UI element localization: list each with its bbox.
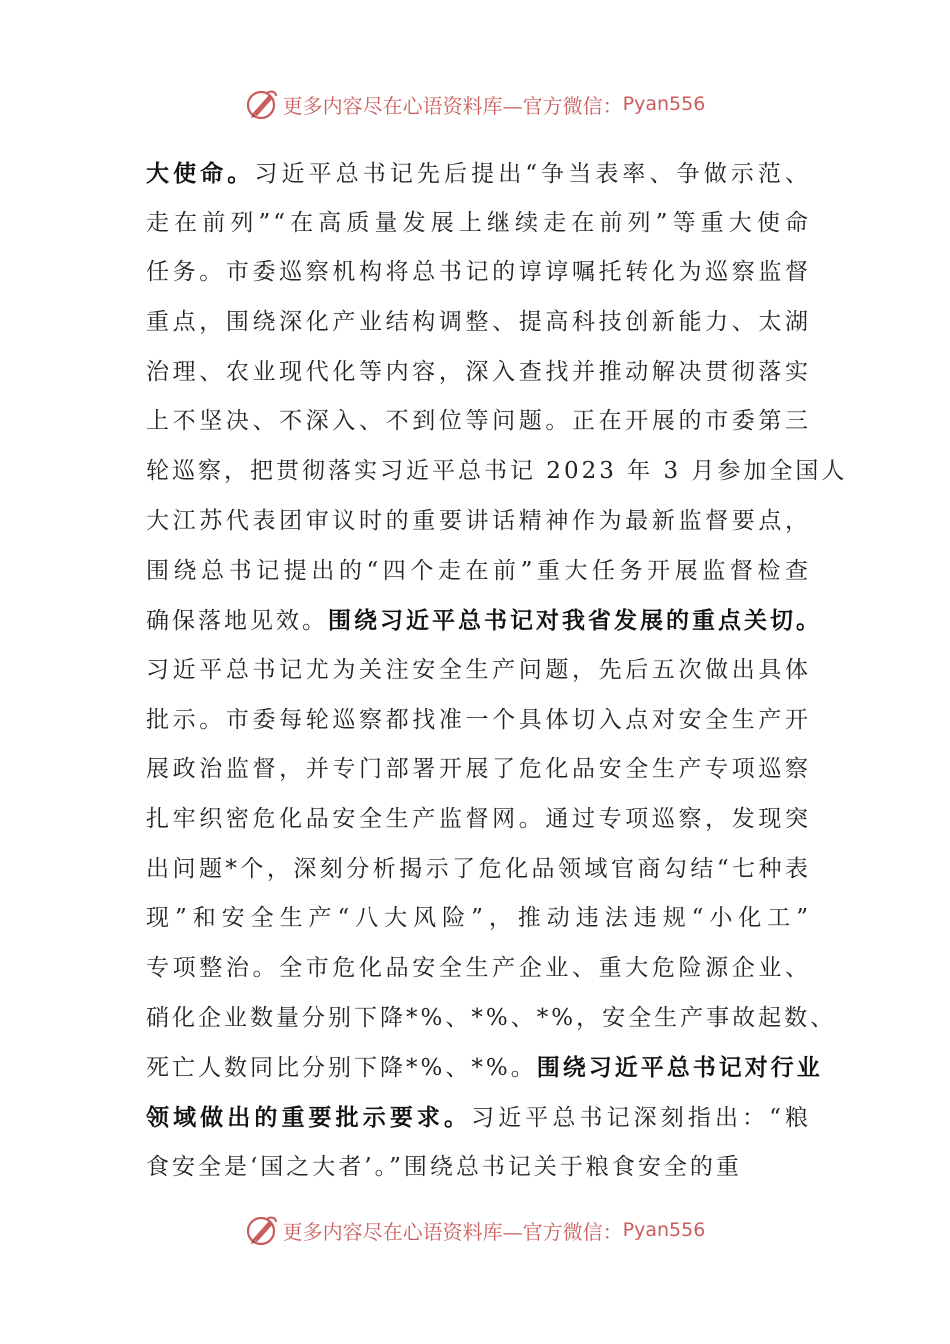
- text-segment: 走在前列”“在高质量发展上继续走在前列”等重大使命: [146, 209, 811, 236]
- body-text: [146, 149, 848, 1192]
- text-segment: 专项整治。全市危化品安全生产企业、重大危险源企业、: [146, 955, 811, 981]
- text-line: [146, 596, 822, 646]
- text-segment: 批示。市委每轮巡察都找准一个具体切入点对安全生产开: [146, 706, 811, 733]
- text-line: [146, 298, 811, 348]
- text-segment: 治理、农业现代化等内容，深入查找并推动解决贯彻落实: [146, 358, 811, 385]
- text-line: [146, 547, 811, 597]
- text-line: [146, 1143, 811, 1193]
- text-line: [146, 397, 811, 447]
- text-segment: 习近平总书记深刻指出：“粮: [471, 1105, 812, 1132]
- text-line: [146, 348, 811, 398]
- text-segment: 大江苏代表团审议时的重要讲话精神作为最新监督要点，: [146, 507, 811, 534]
- bold-text-segment: 领域做出的重要批示要求。: [146, 1104, 472, 1132]
- text-segment: 上不坚决、不深入、不到位等问题。正在开展的市委第三: [146, 408, 811, 435]
- text-segment: 现”和安全生产“八大风险”，推动违法违规“小化工”: [146, 905, 811, 932]
- text-line: [146, 845, 811, 895]
- header-banner: [0, 84, 950, 124]
- text-line: [146, 248, 811, 298]
- text-segment: 食安全是‘国之大者’。”围绕总书记关于粮食安全的重: [146, 1153, 742, 1180]
- text-line: [146, 745, 811, 795]
- text-segment: 死亡人数同比分别下降*%、*%。: [146, 1055, 537, 1082]
- bold-text-segment: 围绕习近平总书记对行业: [536, 1054, 823, 1082]
- footer-wechat-id: Pyan556: [622, 1219, 706, 1241]
- text-line: [146, 1093, 811, 1143]
- text-segment: 确保落地见效。: [146, 608, 328, 635]
- text-line: [146, 944, 811, 994]
- text-segment: 出问题*个，深刻分析揭示了危化品领域官商勾结“七种表: [146, 855, 811, 882]
- text-segment: 习近平总书记先后提出“争当表率、争做示范、: [254, 161, 811, 187]
- bold-text-segment: 围绕习近平总书记对我省发展的重点关切。: [328, 607, 822, 635]
- pen-circle-logo-icon: [245, 1213, 279, 1247]
- text-segment: 硝化企业数量分别下降*%、*%、*%，安全生产事故起数、: [146, 1004, 837, 1031]
- text-segment: 任务。市委巡察机构将总书记的谆谆嘱托转化为巡察监督: [146, 259, 811, 286]
- text-line: [146, 696, 811, 746]
- text-segment: 展政治监督，并专门部署开展了危化品安全生产专项巡察: [146, 756, 811, 783]
- text-line: [146, 497, 811, 547]
- pen-circle-logo-icon: [245, 87, 279, 121]
- text-line: [146, 199, 811, 249]
- header-banner-text: 更多内容尽在心语资料库—官方微信：: [282, 93, 623, 118]
- text-segment: 重点，围绕深化产业结构调整、提高科技创新能力、太湖: [146, 309, 811, 336]
- footer-banner-text: 更多内容尽在心语资料库—官方微信：: [282, 1219, 623, 1244]
- text-segment: 扎牢织密危化品安全生产监督网。通过专项巡察，发现突: [146, 805, 811, 832]
- text-line: [146, 447, 848, 497]
- bold-text-segment: 大使命。: [146, 160, 255, 187]
- text-line: [146, 894, 811, 944]
- text-segment: 轮巡察，把贯彻落实习近平总书记 2023 年 3 月参加全国人: [146, 458, 848, 485]
- text-line: [146, 149, 811, 199]
- header-wechat-id: Pyan556: [622, 93, 706, 115]
- text-segment: 习近平总书记尤为关注安全生产问题，先后五次做出具体: [146, 656, 811, 683]
- text-line: [146, 1043, 823, 1093]
- text-segment: 围绕总书记提出的“四个走在前”重大任务开展监督检查: [146, 557, 811, 584]
- footer-banner: [0, 1210, 950, 1250]
- text-line: [146, 646, 811, 696]
- text-line: [146, 795, 811, 845]
- text-line: [146, 994, 837, 1044]
